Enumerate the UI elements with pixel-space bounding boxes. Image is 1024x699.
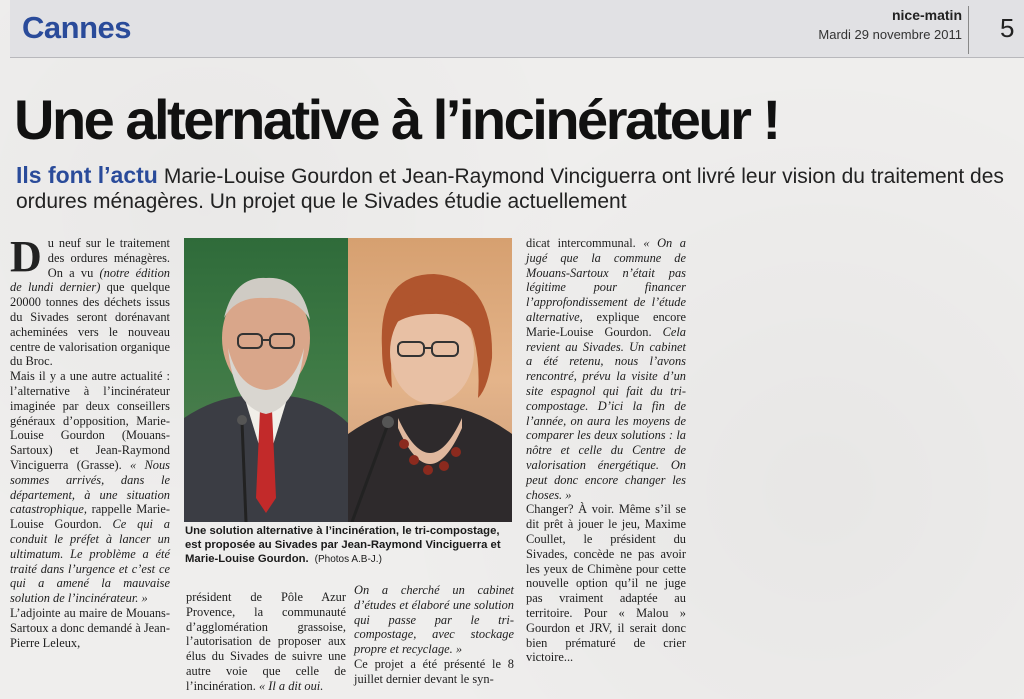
caption-text: Une solution alternative à l’incinération, le tri-compostage, est proposée au Sivades par Jean-Raymond Vinciguerra et Marie-Louise Gourdon. — [185, 525, 501, 565]
deck-text: Marie-Louise Gourdon et Jean-Raymond Vinciguerra ont livré leur vision du traitement des ordures ménagères. Un projet que le Sivades étudie actuellement — [16, 165, 1004, 213]
publication-date: Mardi 29 novembre 2011 — [818, 27, 962, 42]
text-run: u neuf sur le traitement des ordures ménagères. On a vu — [47, 236, 170, 280]
page-number: 5 — [1000, 13, 1015, 43]
quote-run: « On a jugé que la commune de Mouans-Sartoux n’était pas légitime pour financer l’approfondissement de l’étude alternative, — [526, 236, 686, 324]
photo-credit: (Photos A.B-J.) — [314, 554, 382, 565]
photo-caption — [185, 524, 511, 567]
article-column-2 — [186, 590, 346, 694]
text-run-italic: (notre édition de lundi dernier) — [10, 265, 170, 295]
text-run: que quelque 20000 tonnes des déchets issus du Sivades seront dorénavant acheminées vers le nouveau centre de valorisation organique du Broc. — [10, 280, 170, 369]
newspaper-name: nice-matin — [891, 7, 962, 23]
text-run: président de Pôle Azur Provence, la communauté d’agglomération grassoise, l’autorisation de proposer aux élus du Sivades de suivre une autre voie que celle de l’incinération. — [186, 590, 346, 693]
paragraph: Changer? À voir. Même s’il se dit prêt à jouer le jeu, Maxime Coullet, le président du Sivades, concède ne pas avoir les yeux de Chimène pour cette nouvelle option qu’il ne juge pas vraiment adaptée au territoire. Pour « Malou » Gourdon et JRV, il serait donc bien prématuré de crier victoire... — [526, 502, 686, 665]
drop-cap: D — [10, 232, 42, 281]
section-name: Cannes — [22, 10, 131, 45]
text-run: dicat intercommunal. — [526, 236, 644, 250]
woman-portrait-icon — [348, 238, 512, 522]
article-column-4 — [526, 236, 686, 665]
paragraph — [10, 369, 170, 606]
quote-run: Cela revient au Sivades. Un cabinet a été retenu, nous l’avons rencontré, prévu la visite d’un site espagnol qui fait du tri-compostage. D’ici la fin de l’année, on aura les moyens de comparer les deux solutions : la nôtre et celle du Centre de valorisation énergétique. On peut donc encore changer les choses. » — [526, 324, 686, 502]
paragraph — [10, 232, 170, 369]
text-run: explique encore Marie-Louise Gourdon. — [526, 309, 686, 339]
quote-run: « Nous sommes arrivés, dans le département, à une situation catastrophique, — [10, 457, 170, 517]
article-column-1 — [10, 232, 170, 650]
paragraph: On a cherché un cabinet d’études et élaboré une solution qui passe par le tri-compostage, avec stockage propre et recyclage. » — [354, 583, 514, 657]
text-run: Mais il y a une autre actualité : l’alternative à l’incinérateur imaginée par deux conseillers généraux d’opposition, Marie-Louise Gourdon (Mouans-Sartoux) et Jean-Raymond Vinciguerra (Grasse). — [10, 369, 170, 472]
quote-run: Ce qui a conduit le préfet à lancer un ultimatum. Le problème a été traité dans l’urgence et c’est ce qui a amené la mauvaise solution de l’incinérateur. » — [10, 517, 170, 606]
paragraph: Ce projet a été présenté le 8 juillet dernier devant le syn- — [354, 656, 514, 686]
text-run: rappelle Marie-Louise Gourdon. — [10, 502, 170, 532]
paragraph — [526, 236, 686, 502]
paragraph: L’adjointe au maire de Mouans-Sartoux a donc demandé à Jean-Pierre Leleux, — [10, 605, 170, 650]
paragraph — [186, 590, 346, 694]
man-portrait-icon — [184, 238, 348, 522]
article-photo — [184, 238, 512, 522]
quote-run: « Il a dit oui. — [258, 678, 324, 693]
article-deck — [16, 163, 1016, 214]
article-column-3 — [354, 583, 514, 687]
article-headline: Une alternative à l’incinérateur ! — [14, 88, 779, 151]
masthead-divider — [968, 6, 969, 54]
deck-kicker: Ils font l’actu — [16, 162, 158, 188]
photo-portrait-man — [184, 238, 348, 522]
photo-portrait-woman — [348, 238, 512, 522]
